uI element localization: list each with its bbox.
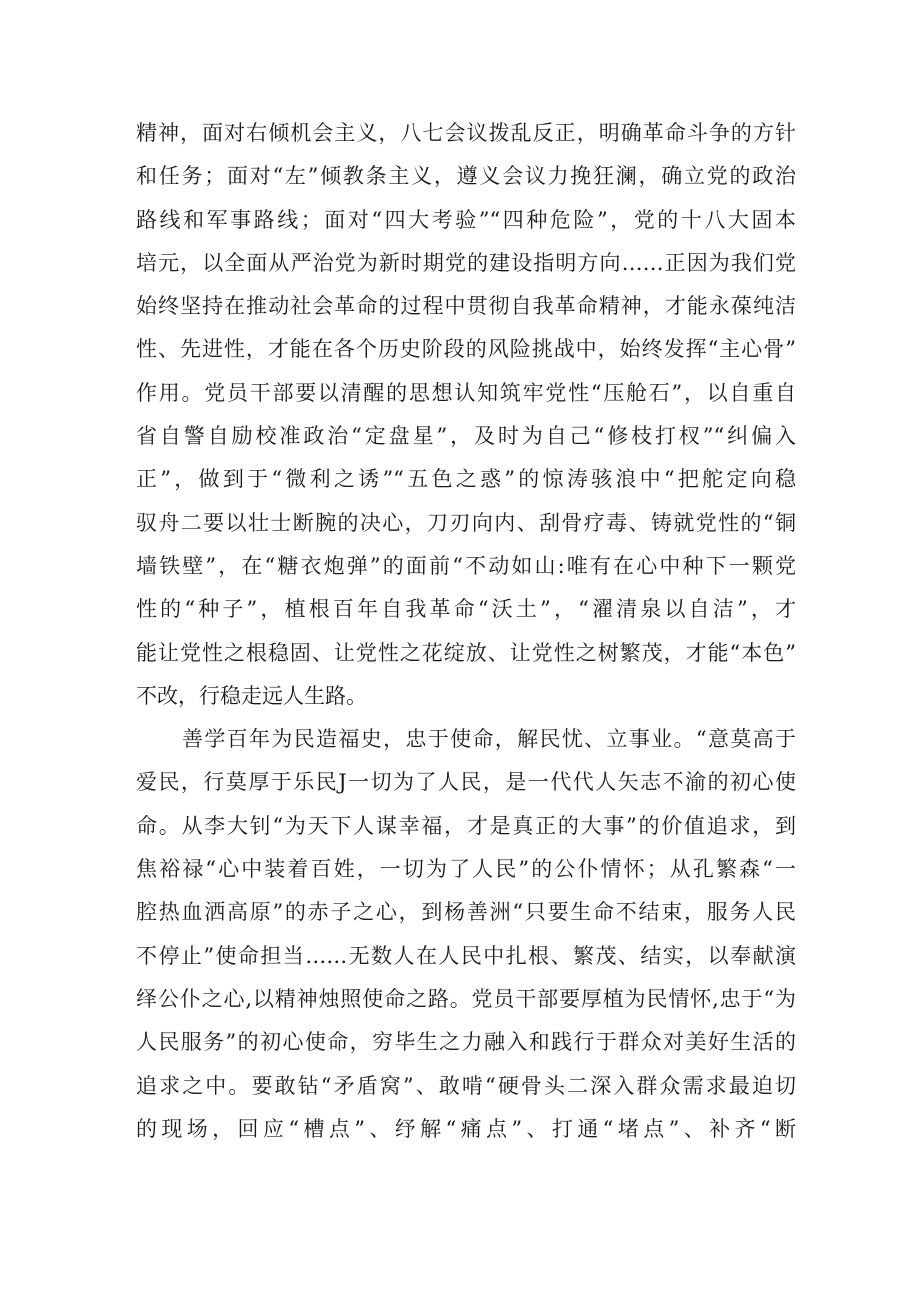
body-text bbox=[136, 112, 796, 1151]
text-line: 焦裕禄“心中装着百姓，一切为了人民”的公仆情怀；从孔繁森“一 bbox=[136, 857, 796, 882]
text-line: 的现场，回应“槽点”、纾解“痛点”、打通“堵点”、补齐“断 bbox=[136, 1116, 796, 1141]
paragraph-1 bbox=[136, 112, 796, 718]
text-line: 腔热血洒高原”的赤子之心，到杨善洲“只要生命不结束，服务人民 bbox=[136, 900, 796, 925]
text-line: 正”，做到于“微利之诱”“五色之惑”的惊涛骇浪中“把舵定向稳 bbox=[136, 467, 796, 492]
text-line: 和任务；面对“左”倾教条主义，遵义会议力挽狂澜，确立党的政治 bbox=[136, 164, 796, 189]
text-line: 不停止”使命担当……无数人在人民中扎根、繁茂、结实，以奉献演 bbox=[136, 943, 796, 968]
paragraph-2 bbox=[136, 718, 796, 1151]
text-line: 爱民，行莫厚于乐民J一切为了人民，是一代代人矢志不渝的初心使 bbox=[136, 770, 796, 795]
text-line: 命。从李大钊“为天下人谋幸福，才是真正的大事”的价值追求，到 bbox=[136, 813, 796, 838]
text-line: 不改，行稳走远人生路。 bbox=[136, 683, 367, 708]
text-line: 性、先进性，才能在各个历史阶段的风险挑战中，始终发挥“主心骨” bbox=[136, 337, 796, 362]
text-line: 性的“种子”，植根百年自我革命“沃土”，“濯清泉以自洁”，才 bbox=[136, 597, 796, 622]
text-line: 能让党性之根稳固、让党性之花绽放、让党性之树繁茂，才能“本色” bbox=[136, 640, 796, 665]
text-line: 精神，面对右倾机会主义，八七会议拨乱反正，明确革命斗争的方针 bbox=[136, 121, 796, 145]
text-line: 始终坚持在推动社会革命的过程中贯彻自我革命精神，才能永葆纯洁 bbox=[136, 294, 796, 319]
text-line: 作用。党员干部要以清醒的思想认知筑牢党性“压舱石”，以自重自 bbox=[136, 380, 796, 405]
text-line: 绎公仆之心,以精神烛照使命之路。党员干部要厚植为民情怀,忠于“为 bbox=[136, 986, 796, 1011]
text-line: 省自警自励校准政治“定盘星”，及时为自己“修枝打杈”“纠偏入 bbox=[136, 424, 796, 449]
text-line: 人民服务”的初心使命，穷毕生之力融入和践行于群众对美好生活的 bbox=[136, 1030, 796, 1055]
text-line: 善学百年为民造福史，忠于使命，解民忧、立事业。“意莫高于 bbox=[182, 727, 796, 752]
text-line: 追求之中。要敢钻“矛盾窝”、敢啃“硬骨头二深入群众需求最迫切 bbox=[136, 1073, 796, 1098]
text-line: 路线和军事路线；面对“四大考验”“四种危险”，党的十八大固本 bbox=[136, 207, 796, 232]
text-line: 墙铁壁”，在“糖衣炮弹”的面前“不动如山:唯有在心中种下一颗党 bbox=[136, 553, 796, 578]
text-line: 驭舟二要以壮士断腕的决心，刀刃向内、刮骨疗毒、铸就党性的“铜 bbox=[136, 510, 796, 535]
text-line: 培元，以全面从严治党为新时期党的建设指明方向……正因为我们党 bbox=[136, 250, 796, 275]
